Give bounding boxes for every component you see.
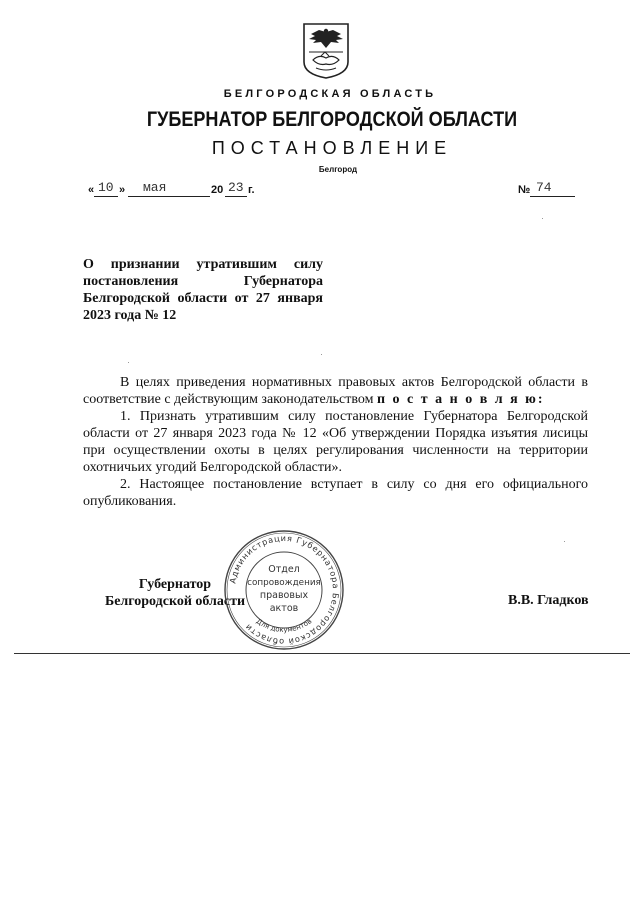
city-name: Белгород [318,165,358,174]
page-title: ГУБЕРНАТОР БЕЛГОРОДСКОЙ ОБЛАСТИ [146,108,518,131]
stamp-bottom-text: Для документов [254,617,314,635]
intro-text: В целях приведения нормативных правовых актов Белгородской области в соответствие с действующим законодательством [83,375,588,407]
position-line: Белгородской области [104,594,246,609]
date-year-underline [225,196,247,197]
subject-line: постановления Губернатора [83,274,323,289]
subject-line: О признании утратившим силу [83,257,323,272]
date-year-prefix: 20 [211,184,224,196]
date-number-line [88,180,588,200]
scan-speck [128,362,129,363]
scan-speck [321,354,322,355]
bottom-rule [14,653,630,654]
belgorod-coat-of-arms-icon [301,22,351,80]
stamp-ring-text: Администрация Губернатора Белгородской области [227,532,342,648]
scan-speck [542,218,543,219]
date-close-quote: » [119,184,126,196]
stamp-center-line: правовых [259,590,309,601]
date-month-underline [128,196,210,197]
document-subject [83,256,323,324]
date-day-underline [94,196,118,197]
number-underline [530,196,575,197]
official-stamp [222,528,346,652]
number-label: № [518,184,531,196]
document-type: ПОСТАНОВЛЕНИЕ [211,138,453,158]
stamp-center-line: сопровождения [247,578,321,588]
region-name: БЕЛГОРОДСКАЯ ОБЛАСТЬ [223,88,437,100]
svg-text:Для документов [255,617,314,634]
stamp-center-line: Отдел [268,564,300,575]
date-year-suffix: 23 [228,180,244,195]
position-line: Губернатор [138,577,212,592]
date-month: мая [143,180,167,195]
date-day: 10 [98,180,114,195]
scan-speck [564,541,565,542]
item-1-paragraph: 1. Признать утратившим силу постановление Губернатора Белгородской области от 27 января 2023 года № 12 «Об утверждении Порядка изъятия лисицы при осуществлении охоты в целях регулирования численности на территории охотничьих угодий Белгородской области». [83,409,588,475]
decree-keyword: п о с т а н о в л я ю: [376,392,545,407]
item-2-paragraph: 2. Настоящее постановление вступает в силу со дня его официального опубликования. [83,477,588,509]
document-number: 74 [536,180,552,195]
date-open-quote: « [88,184,95,196]
document-body [83,374,588,510]
intro-paragraph [83,374,588,408]
stamp-center-line: актов [269,603,299,614]
subject-line: Белгородской области от 27 января [83,291,323,306]
date-year-unit: г. [248,184,255,196]
subject-line: 2023 года № 12 [83,308,177,323]
signatory-name: В.В. Гладков [508,593,589,608]
